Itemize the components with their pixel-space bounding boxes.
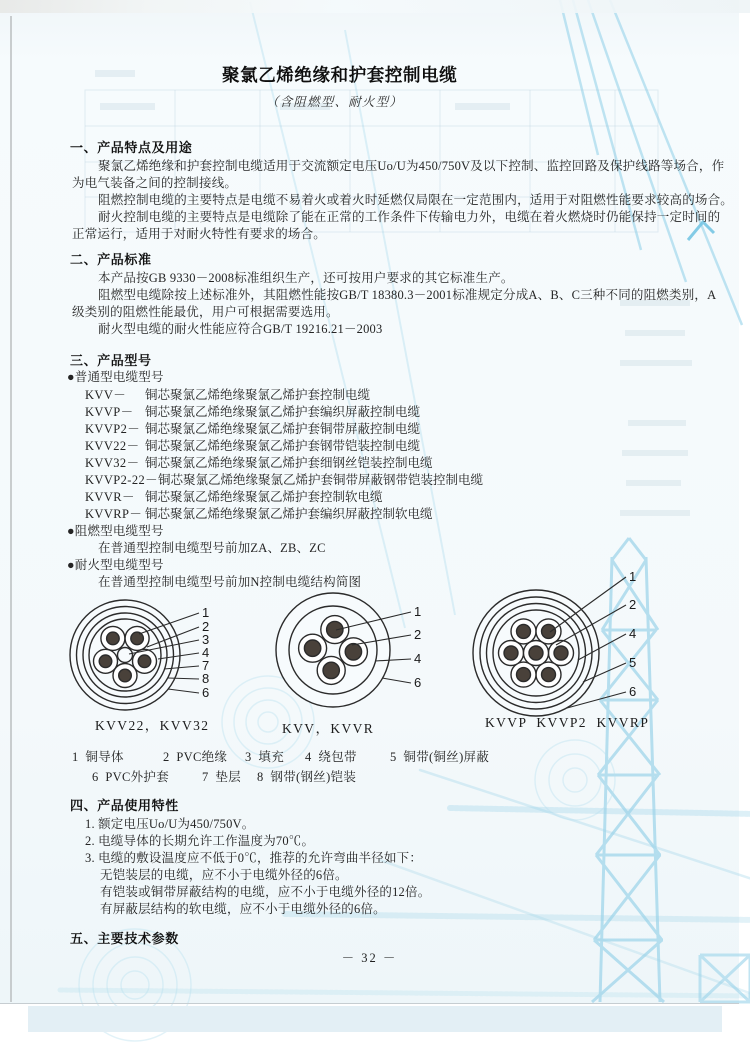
diagram-label: 2 xyxy=(202,619,210,634)
diagram-label: 8 xyxy=(202,671,210,686)
diagram-label: 6 xyxy=(202,685,210,700)
model-desc: 铜芯聚氯乙烯绝缘聚氯乙烯护套编织屏蔽控制软电缆 xyxy=(145,507,433,521)
usage-line: 有铠装或铜带屏蔽结构的电缆，应不小于电缆外径的12倍。 xyxy=(100,885,431,899)
model-row xyxy=(85,436,420,454)
model-row xyxy=(85,402,420,420)
diagram-label: 1 xyxy=(202,605,210,620)
diagram-label: 1 xyxy=(629,569,637,584)
flame-type-bullet: ●阻燃型电缆型号 xyxy=(67,524,164,538)
model-row xyxy=(85,487,383,505)
legend-item: 2 PVC绝缘 xyxy=(163,750,228,764)
section-4-heading: 四、产品使用特性 xyxy=(70,798,179,813)
model-desc: 铜芯聚氯乙烯绝缘聚氯乙烯护套钢带铠装控制电缆 xyxy=(145,439,421,453)
features-line: 聚氯乙烯绝缘和护套控制电缆适用于交流额定电压Uo/U为450/750V及以下控制、监控回路及保护线路等场合，作 xyxy=(98,159,725,173)
diagram-label: 3 xyxy=(202,632,210,647)
model-code: KVV22－ xyxy=(85,439,140,453)
diagram-label: 2 xyxy=(414,627,422,642)
usage-line: 3. 电缆的敷设温度应不低于0℃，推荐的允许弯曲半径如下： xyxy=(85,851,423,865)
model-desc: 铜芯聚氯乙烯绝缘聚氯乙烯护套铜带屏蔽钢带铠装控制电缆 xyxy=(158,473,484,487)
model-code: KVVRP－ xyxy=(85,507,143,521)
cable-cross-section-diagrams xyxy=(0,555,750,767)
diagram-caption: KVV，KVVR xyxy=(282,721,375,736)
model-desc: 铜芯聚氯乙烯绝缘聚氯乙烯护套控制电缆 xyxy=(145,388,371,402)
normal-type-bullet: ●普通型电缆型号 xyxy=(67,370,164,384)
usage-line: 2. 电缆导体的长期允许工作温度为70℃。 xyxy=(85,834,315,848)
model-row xyxy=(85,504,433,522)
model-code: KVVP－ xyxy=(85,405,134,419)
page-title: 聚氯乙烯绝缘和护套控制电缆 xyxy=(222,65,458,85)
section-3-heading: 三、产品型号 xyxy=(70,353,152,368)
model-desc: 铜芯聚氯乙烯绝缘聚氯乙烯护套编织屏蔽控制电缆 xyxy=(145,405,421,419)
legend-item: 8 钢带(钢丝)铠装 xyxy=(257,770,357,784)
next-page-bleed-band xyxy=(28,1006,722,1032)
usage-line: 1. 额定电压Uo/U为450/750V。 xyxy=(85,817,255,831)
model-row xyxy=(85,470,483,488)
standards-line: 级类别的阻燃性能最优，用户可根据需要选用。 xyxy=(72,305,339,319)
features-line: 正常运行，适用于对耐火特性有要求的场合。 xyxy=(72,227,327,241)
section-1-heading: 一、产品特点及用途 xyxy=(70,140,193,155)
fire-type-note: 在普通型控制电缆型号前加N控制电缆结构简图 xyxy=(98,575,362,589)
diagram-caption: KVV22，KVV32 xyxy=(95,718,210,733)
model-desc: 铜芯聚氯乙烯绝缘聚氯乙烯护套控制软电缆 xyxy=(145,490,383,504)
model-code: KVVP2-22－ xyxy=(85,473,159,487)
legend-item: 3 填充 xyxy=(245,750,285,764)
features-line: 阻燃控制电缆的主要特点是电缆不易着火或着火时延燃仅局限在一定范围内，适用于对阻燃性能要求较高的场合。 xyxy=(98,193,734,207)
diagram-label: 1 xyxy=(414,604,422,619)
page-subtitle: （含阻燃型、耐火型） xyxy=(266,95,404,109)
diagram-caption: KVVP KVVP2 KVVRP xyxy=(485,715,650,730)
standards-line: 阻燃型电缆除按上述标准外，其阻燃性能按GB/T 18380.3－2001标准规定分成A、B、C三种不同的阻燃类别，A xyxy=(98,288,717,302)
model-code: KVVR－ xyxy=(85,490,135,504)
diagram-label: 6 xyxy=(629,684,637,699)
scan-top-edge xyxy=(0,0,750,13)
usage-line: 有屏蔽层结构的软电缆，应不小于电缆外径的6倍。 xyxy=(100,902,386,916)
fire-type-bullet: ●耐火型电缆型号 xyxy=(67,558,164,572)
model-desc: 铜芯聚氯乙烯绝缘聚氯乙烯护套细钢丝铠装控制电缆 xyxy=(145,456,433,470)
page-number: － 32 － xyxy=(341,951,398,965)
features-line: 为电气装备之间的控制接线。 xyxy=(72,176,238,190)
standards-line: 耐火型电缆的耐火性能应符合GB/T 19216.21－2003 xyxy=(98,322,383,336)
legend-item: 7 垫层 xyxy=(202,770,242,784)
standards-line: 本产品按GB 9330－2008标准组织生产，还可按用户要求的其它标准生产。 xyxy=(98,271,514,285)
diagram-label: 4 xyxy=(629,626,637,641)
legend-item: 1 铜导体 xyxy=(72,750,124,764)
diagram-label: 4 xyxy=(414,651,422,666)
section-5-heading: 五、主要技术参数 xyxy=(70,931,179,946)
legend-item: 5 铜带(铜丝)屏蔽 xyxy=(390,750,490,764)
diagram-label: 4 xyxy=(202,645,210,660)
model-desc: 铜芯聚氯乙烯绝缘聚氯乙烯护套铜带屏蔽控制电缆 xyxy=(145,422,421,436)
diagram-label: 2 xyxy=(629,597,637,612)
legend-item: 6 PVC外护套 xyxy=(92,770,170,784)
section-2-heading: 二、产品标准 xyxy=(70,252,152,267)
diagram-label: 7 xyxy=(202,658,210,673)
flame-type-note: 在普通型控制电缆型号前加ZA、ZB、ZC xyxy=(98,541,326,555)
diagram-label: 5 xyxy=(629,655,637,670)
page-fold-line xyxy=(10,16,12,1002)
model-row xyxy=(85,419,420,437)
diagram-label: 6 xyxy=(414,675,422,690)
legend-item: 4 绕包带 xyxy=(305,750,357,764)
model-row xyxy=(85,385,370,403)
page-bottom-edge xyxy=(0,1003,739,1004)
model-code: KVV32－ xyxy=(85,456,140,470)
model-code: KVVP2－ xyxy=(85,422,141,436)
usage-line: 无铠装层的电缆，应不小于电缆外径的6倍。 xyxy=(100,868,348,882)
model-row xyxy=(85,453,433,471)
features-line: 耐火控制电缆的主要特点是电缆除了能在正常的工作条件下传输电力外，电缆在着火燃烧时仍能保持一定时间的 xyxy=(98,210,721,224)
model-code: KVV－ xyxy=(85,388,127,402)
